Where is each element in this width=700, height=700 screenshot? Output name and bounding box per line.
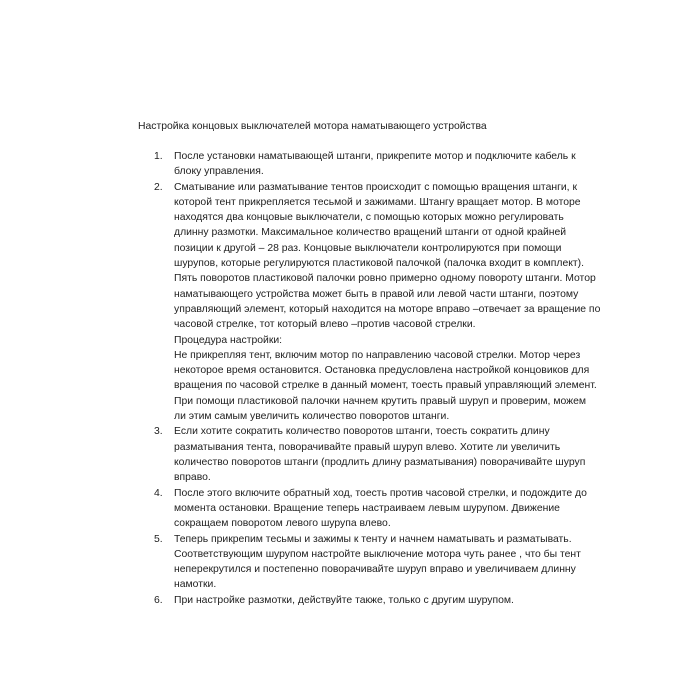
list-item-number: 6. <box>154 594 163 606</box>
list-item-line: позиции к другой – 28 раз. Концовые выключатели контролируются при помощи <box>174 242 562 254</box>
list-item-line: Сматывание или разматывание тентов происходит с помощью вращения штанги, к <box>174 181 578 193</box>
list-item-number: 3. <box>154 426 163 438</box>
list-item-line: неперекрутился и постепенно поворачивайте шуруп вправо и увеличиваем длинну <box>174 564 576 576</box>
list-item-line: Пять поворотов пластиковой палочки ровно примерно одному повороту штанги. Мотор <box>174 273 596 285</box>
list-item-line: наматывающего устройства может быть в правой или левой части штанги, поэтому <box>174 288 579 300</box>
list-item-line: Процедура настройки: <box>174 334 283 346</box>
list-item-line: длинну размотки. Максимальное количество вращений штанги от одной крайней <box>174 227 567 239</box>
list-item-line: намотки. <box>174 579 217 591</box>
list-item-line: момента остановки. Вращение теперь настраиваем левым шурупом. Движение <box>174 502 560 514</box>
list-item-line: вращения по часовой стрелке в данный момент, тоесть правый управляющий элемент. <box>174 380 597 392</box>
list-item-line: ли этим самым увеличить количество поворотов штанги. <box>174 411 450 423</box>
list-item-line: разматывания тента, поворачивайте правый шуруп влево. Хотите ли увеличить <box>174 441 561 453</box>
list-item-line: управляющий элемент, который находится на моторе вправо –отвечает за вращение по <box>174 303 601 315</box>
list-item-number: 4. <box>154 487 163 499</box>
list-item-line: сокращаем поворотом левого шурупа влево. <box>174 518 391 530</box>
list-item-line: При настройке размотки, действуйте также, только с другим шурупом. <box>174 594 514 606</box>
list-item-line: При помощи пластиковой палочки начнем крутить правый шуруп и проверим, можем <box>174 395 586 407</box>
document-title: Настройка концовых выключателей мотора наматывающего устройства <box>138 121 487 132</box>
list-item-line: После этого включите обратный ход, тоесть против часовой стрелки, и подождите до <box>174 487 587 499</box>
list-item-number: 5. <box>154 533 163 545</box>
list-item-number: 2. <box>154 181 163 193</box>
list-item-line: количество поворотов штанги (продлить длину разматывания) поворачивайте шуруп <box>174 456 586 468</box>
list-item-line: Если хотите сократить количество поворотов штанги, тоесть сократить длину <box>174 426 550 438</box>
list-item-line: часовой стрелке, тот который влево –против часовой стрелки. <box>174 319 476 331</box>
list-item-line: Соответствующим шурупом настройте выключение мотора чуть ранее , что бы тент <box>174 548 581 560</box>
list-item-line: блоку управления. <box>174 166 264 178</box>
list-item-line: которой тент прикрепляется тесьмой и зажимами. Штангу вращает мотор. В моторе <box>174 196 581 208</box>
list-item-number: 1. <box>154 151 163 162</box>
list-item-line: некоторое время остановится. Остановка предусловлена настройкой концовиков для <box>174 365 590 377</box>
list-item-line: Не прикрепляя тент, включим мотор по направлению часовой стрелки. Мотор через <box>174 349 581 361</box>
list-item-line: находятся два концовые выключатели, с помощью которых можно регулировать <box>174 212 564 224</box>
list-item-line: После установки наматывающей штанги, прикрепите мотор и подключите кабель к <box>174 151 576 162</box>
list-item-line: шурупов, которые регулируются пластиковой палочкой (палочка входит в комплект). <box>174 258 585 270</box>
list-item-line: Теперь прикрепим тесьмы и зажимы к тенту и начнем наматывать и разматывать. <box>174 533 572 545</box>
list-item-line: вправо. <box>174 472 211 484</box>
